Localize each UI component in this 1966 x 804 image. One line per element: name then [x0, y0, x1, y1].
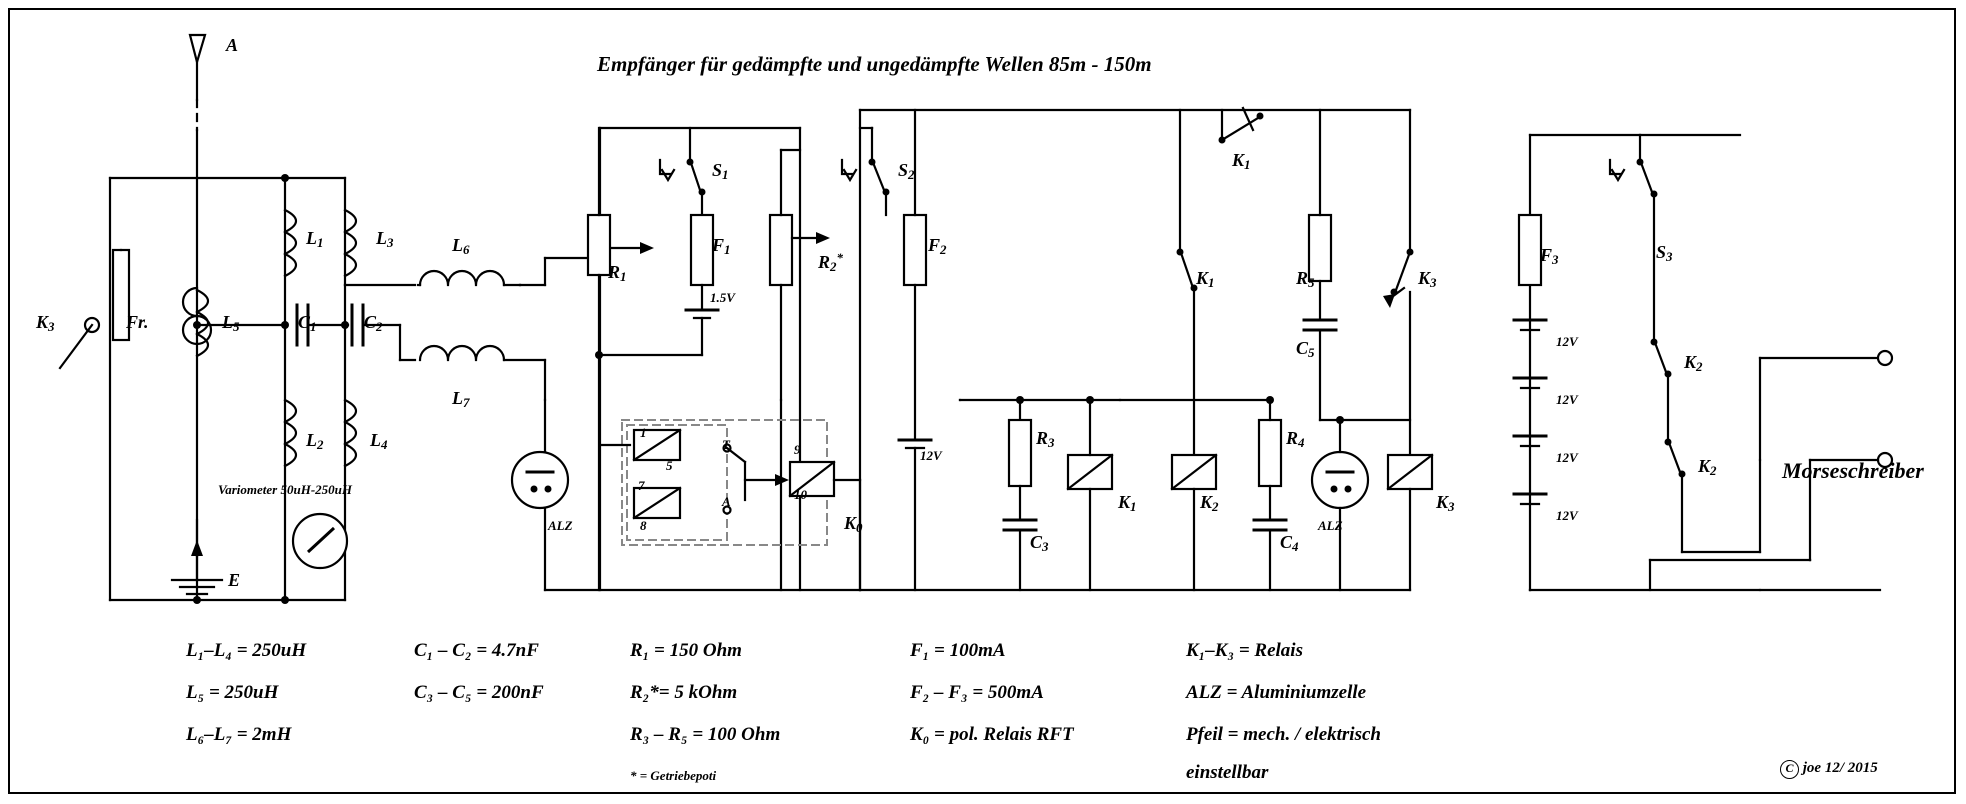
label-k3-coil: $K_3$ — [1436, 492, 1455, 515]
legend-l5: L₅ = 250uH — [186, 682, 279, 703]
label-variometer: Variometer 50uH-250uH — [218, 482, 352, 497]
legend-k1-k3: K₁–K₃ = Relais — [1186, 640, 1303, 661]
label-s3: $S_3$ — [1656, 242, 1673, 265]
label-relay-pin-9: 9 — [794, 442, 801, 457]
label-relay-pin-1: 1 — [640, 425, 647, 440]
diagram-title: Empfänger für gedämpfte und ungedämpfte Wellen 85m - 150m — [597, 52, 1152, 76]
legend-r3-r5: R₃ – R₅ = 100 Ohm — [630, 724, 781, 745]
legend-c1-c2: C₁ – C₂ = 4.7nF — [414, 640, 539, 661]
label-morseschreiber: Morseschreiber — [1782, 458, 1924, 483]
label-k2-switch-2: $K_2$ — [1698, 456, 1717, 479]
label-battery-1-5v: 1.5V — [710, 290, 735, 305]
label-relay-pin-7: 7 — [638, 478, 645, 493]
label-battery-12v-mid: 12V — [920, 448, 942, 463]
label-s2: $S_2$ — [898, 160, 915, 183]
legend-r1: R₁ = 150 Ohm — [630, 640, 742, 661]
legend-r2: R₂*= 5 kOhm — [630, 682, 738, 703]
label-relay-terminal-a: A — [722, 494, 731, 509]
label-k3-contact: $K_3$ — [1418, 268, 1437, 291]
label-c5: $C_5$ — [1296, 338, 1315, 361]
legend-k0: K₀ = pol. Relais RFT — [910, 724, 1074, 745]
legend-l6-l7: L₆–L₇ = 2mH — [186, 724, 292, 745]
label-s1: $S_1$ — [712, 160, 729, 183]
label-k1-top: $K_1$ — [1232, 150, 1251, 173]
label-relay-pin-5: 5 — [666, 458, 673, 473]
label-earth-e: E — [228, 570, 241, 590]
legend-pfeil: Pfeil = mech. / elektrisch — [1186, 724, 1381, 745]
legend-f2-f3: F₂ – F₃ = 500mA — [910, 682, 1044, 703]
label-battery-12v-c: 12V — [1556, 450, 1578, 465]
label-relay-pin-10: 10 — [794, 487, 807, 502]
label-k2-coil: $K_2$ — [1200, 492, 1219, 515]
label-battery-12v-d: 12V — [1556, 508, 1578, 523]
label-l2: $L_2$ — [306, 430, 324, 453]
label-alz-2: ALZ — [1318, 518, 1343, 533]
label-l7: $L_7$ — [452, 388, 470, 411]
label-l4: $L_4$ — [370, 430, 388, 453]
label-r2: $R_2^*$ — [818, 250, 843, 275]
label-f3: $F_3$ — [1540, 245, 1559, 268]
label-antenna-a: A — [226, 35, 239, 55]
label-k1-mid: $K_1$ — [1196, 268, 1215, 291]
label-l5: $L_5$ — [222, 312, 240, 335]
label-k1-coil: $K_1$ — [1118, 492, 1137, 515]
label-k3-left: $K_3$ — [36, 312, 55, 335]
legend-getriebepoti-note: * = Getriebepoti — [630, 768, 717, 783]
legend-f1: F₁ = 100mA — [910, 640, 1006, 661]
label-fr: Fr. — [126, 312, 149, 332]
label-c3: $C_3$ — [1030, 532, 1049, 555]
label-relay-pin-8: 8 — [640, 518, 647, 533]
label-l6: $L_6$ — [452, 235, 470, 258]
label-r4: $R_4$ — [1286, 428, 1305, 451]
label-l3: $L_3$ — [376, 228, 394, 251]
label-k0: $K_0$ — [844, 513, 863, 536]
legend-einstellbar: einstellbar — [1186, 762, 1269, 783]
label-l1: $L_1$ — [306, 228, 324, 251]
label-battery-12v-a: 12V — [1556, 334, 1578, 349]
label-alz-1: ALZ — [548, 518, 573, 533]
copyright-text: joe 12/ 2015 — [1802, 760, 1878, 776]
legend-c3-c5: C₃ – C₅ = 200nF — [414, 682, 544, 703]
legend-l1-l4: L₁–L₄ = 250uH — [186, 640, 307, 661]
label-c4: $C_4$ — [1280, 532, 1299, 555]
label-c1: $C_1$ — [298, 312, 317, 335]
label-r5: $R_5$ — [1296, 268, 1315, 291]
label-battery-12v-b: 12V — [1556, 392, 1578, 407]
copyright-line — [1780, 760, 1878, 779]
variometer-gauge — [293, 514, 347, 568]
copyright-icon: C — [1780, 760, 1799, 779]
label-relay-terminal-t: T — [722, 437, 730, 452]
label-r3: $R_3$ — [1036, 428, 1055, 451]
legend-alz: ALZ = Aluminiumzelle — [1186, 682, 1367, 703]
label-f1: $F_1$ — [712, 235, 731, 258]
label-k2-switch-1: $K_2$ — [1684, 352, 1703, 375]
label-c2: $C_2$ — [364, 312, 383, 335]
label-f2: $F_2$ — [928, 235, 947, 258]
label-r1: $R_1$ — [608, 262, 627, 285]
